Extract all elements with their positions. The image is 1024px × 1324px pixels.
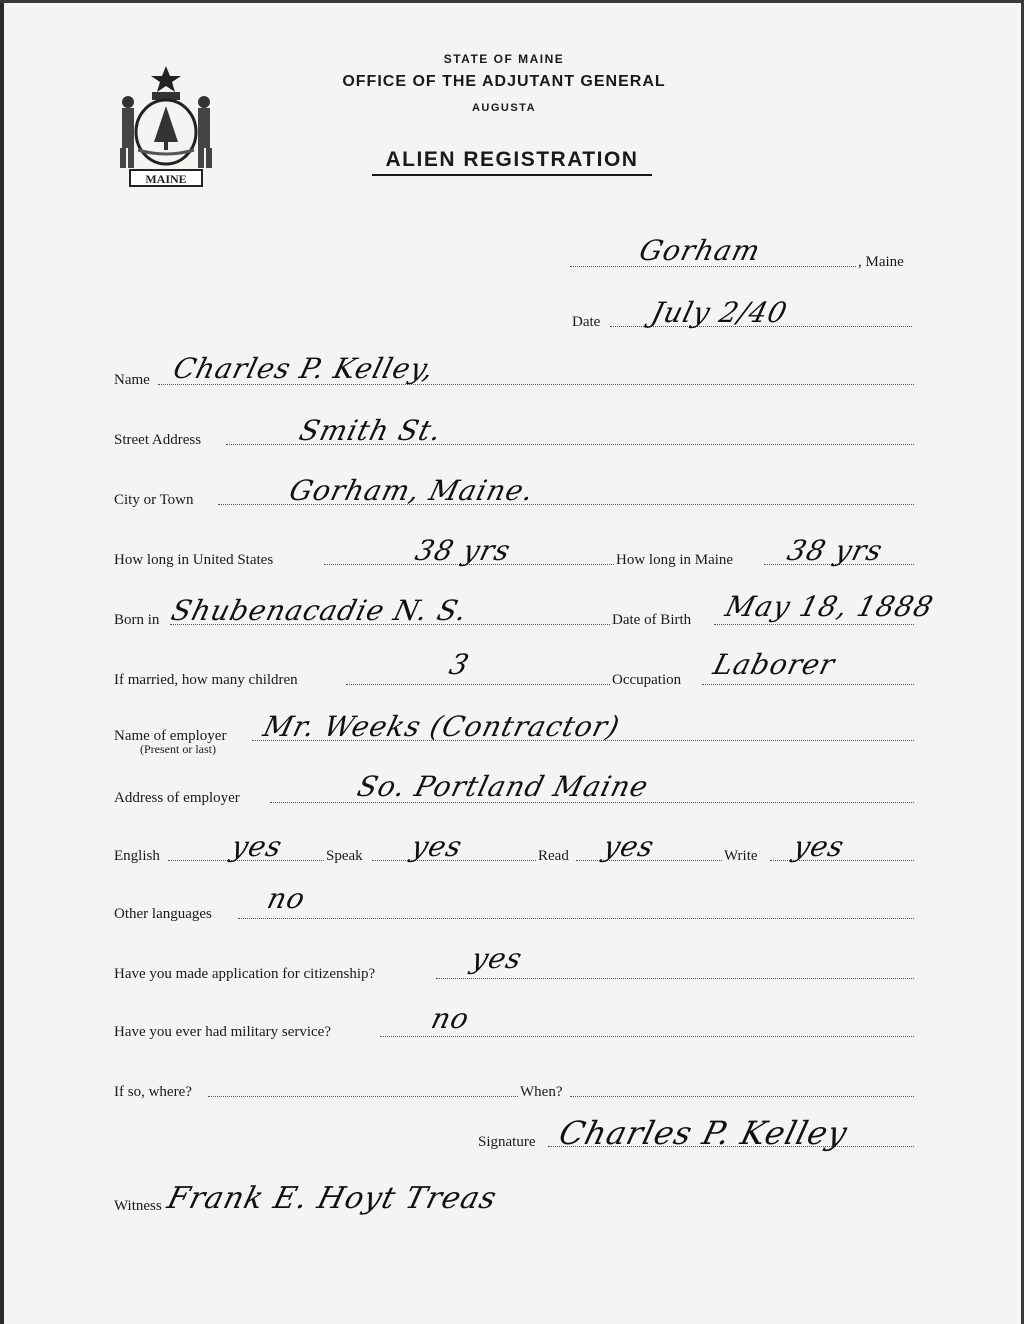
citizenship-field — [114, 942, 914, 982]
employer-field — [114, 710, 914, 744]
header-state: STATE OF MAINE — [443, 52, 565, 66]
how-long-maine-value: 38 yrs — [784, 534, 887, 567]
other-languages-field — [114, 882, 914, 922]
dob-label: Date of Birth — [612, 612, 692, 628]
signature-label: Signature — [478, 1134, 536, 1150]
street-label: Street Address — [114, 432, 202, 448]
children-label: If married, how many children — [114, 672, 298, 688]
born-label: Born in — [114, 612, 160, 628]
how-long-field — [114, 534, 914, 568]
witness-value: Frank E. Hoyt Treas — [163, 1181, 501, 1216]
english-label: English — [114, 848, 160, 864]
name-field — [114, 352, 914, 388]
city-field — [114, 474, 914, 508]
military-field — [114, 1002, 914, 1040]
employer-sublabel: (Present or last) — [140, 742, 216, 756]
form-title: ALIEN REGISTRATION — [372, 148, 652, 176]
military-label: Have you ever had military service? — [114, 1024, 331, 1040]
dob-value: May 18, 1888 — [722, 590, 938, 623]
street-value: Smith St. — [296, 414, 446, 447]
when-label: When? — [520, 1084, 563, 1100]
date-field — [572, 296, 912, 330]
date-value: July 2/40 — [648, 296, 792, 329]
other-languages-value: no — [264, 882, 310, 915]
name-label: Name — [114, 372, 150, 388]
name-value: Charles P. Kelley, — [170, 352, 438, 385]
children-value: 3 — [446, 648, 474, 681]
write-value: yes — [790, 830, 849, 863]
born-field — [114, 590, 938, 628]
city-label: City or Town — [114, 492, 194, 508]
scan-border-left — [0, 0, 4, 1324]
occupation-value: Laborer — [710, 648, 839, 681]
speak-value: yes — [408, 830, 467, 863]
read-label: Read — [538, 848, 569, 864]
scan-border-top — [0, 0, 1024, 3]
where-when-field — [114, 1076, 914, 1100]
date-label: Date — [572, 314, 601, 330]
employer-address-value: So. Portland Maine — [354, 770, 653, 803]
witness-label: Witness — [114, 1198, 162, 1214]
where-label: If so, where? — [114, 1084, 192, 1100]
how-long-us-value: 38 yrs — [412, 534, 515, 567]
signature-value: Charles P. Kelley — [555, 1114, 852, 1152]
citizenship-label: Have you made application for citizenship? — [114, 966, 376, 982]
write-label: Write — [724, 848, 758, 864]
occupation-label: Occupation — [612, 672, 682, 688]
header-office: OFFICE OF THE ADJUTANT GENERAL — [342, 73, 666, 90]
header-city: AUGUSTA — [471, 102, 537, 114]
read-value: yes — [600, 830, 659, 863]
street-field — [114, 414, 914, 448]
other-languages-label: Other languages — [114, 906, 212, 922]
how-long-us-label: How long in United States — [114, 552, 274, 568]
citizenship-value: yes — [468, 942, 527, 975]
svg-text:MAINE: MAINE — [145, 172, 187, 186]
place-field — [570, 234, 920, 270]
city-value: Gorham, Maine. — [286, 474, 538, 507]
military-value: no — [428, 1002, 474, 1035]
signature-field — [478, 1114, 914, 1152]
born-value: Shubenacadie N. S. — [168, 594, 472, 627]
place-suffix: , Maine — [858, 254, 904, 270]
employer-address-label: Address of employer — [114, 790, 240, 806]
english-value: yes — [228, 830, 287, 863]
place-value: Gorham — [636, 234, 765, 267]
witness-field — [114, 1181, 914, 1216]
children-field — [114, 648, 914, 688]
languages-field — [114, 830, 914, 864]
how-long-maine-label: How long in Maine — [616, 552, 734, 568]
employer-address-field — [114, 770, 914, 806]
employer-label: Name of employer — [114, 728, 227, 744]
employer-value: Mr. Weeks (Contractor) — [260, 710, 624, 743]
speak-label: Speak — [326, 848, 363, 864]
